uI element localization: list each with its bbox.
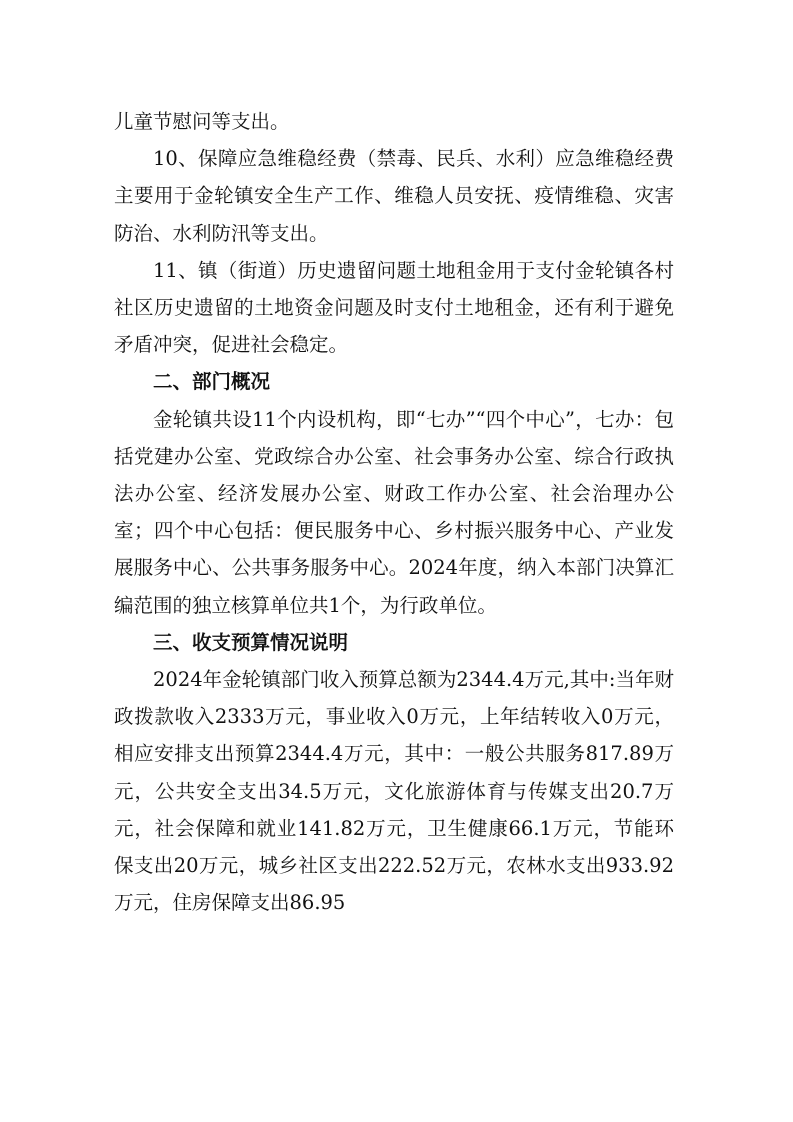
document-body (114, 103, 674, 921)
paragraph-item-11: 11、镇（街道）历史遗留问题土地租金用于支付金轮镇各村社区历史遗留的土地资金问题及时支付土地租金，还有利于避免矛盾冲突，促进社会稳定。 (114, 258, 674, 357)
paragraph-continuation: 儿童节慰问等支出。 (114, 110, 290, 133)
paragraph-budget-description: 2024年金轮镇部门收入预算总额为2344.4万元,其中:当年财政拨款收入2333万元，事业收入0万元，上年结转收入0万元，相应安排支出预算2344.4万元，其中：一般公共服务817.89万元，公共安全支出34.5万元，文化旅游体育与传媒支出20.7万元，社会保障和就业141.82万元，卫生健康66.1万元，节能环保支出20万元，城乡社区支出222.52万元，农林水支出933.92万元，住房保障支出86.95 (114, 668, 674, 915)
paragraph-department-overview: 金轮镇共设11个内设机构，即“七办”“四个中心”，七办：包括党建办公室、党政综合办公室、社会事务办公室、综合行政执法办公室、经济发展办公室、财政工作办公室、社会治理办公室；四个中心包括：便民服务中心、乡村振兴服务中心、产业发展服务中心、公共事务服务中心。2024年度，纳入本部门决算汇编范围的独立核算单位共1个，为行政单位。 (114, 407, 674, 617)
section-heading-2: 二、部门概况 (153, 370, 271, 394)
section-heading-3: 三、收支预算情况说明 (153, 630, 349, 654)
paragraph-item-10: 10、保障应急维稳经费（禁毒、民兵、水利）应急维稳经费主要用于金轮镇安全生产工作、维稳人员安抚、疫情维稳、灾害防治、水利防汛等支出。 (114, 147, 674, 245)
